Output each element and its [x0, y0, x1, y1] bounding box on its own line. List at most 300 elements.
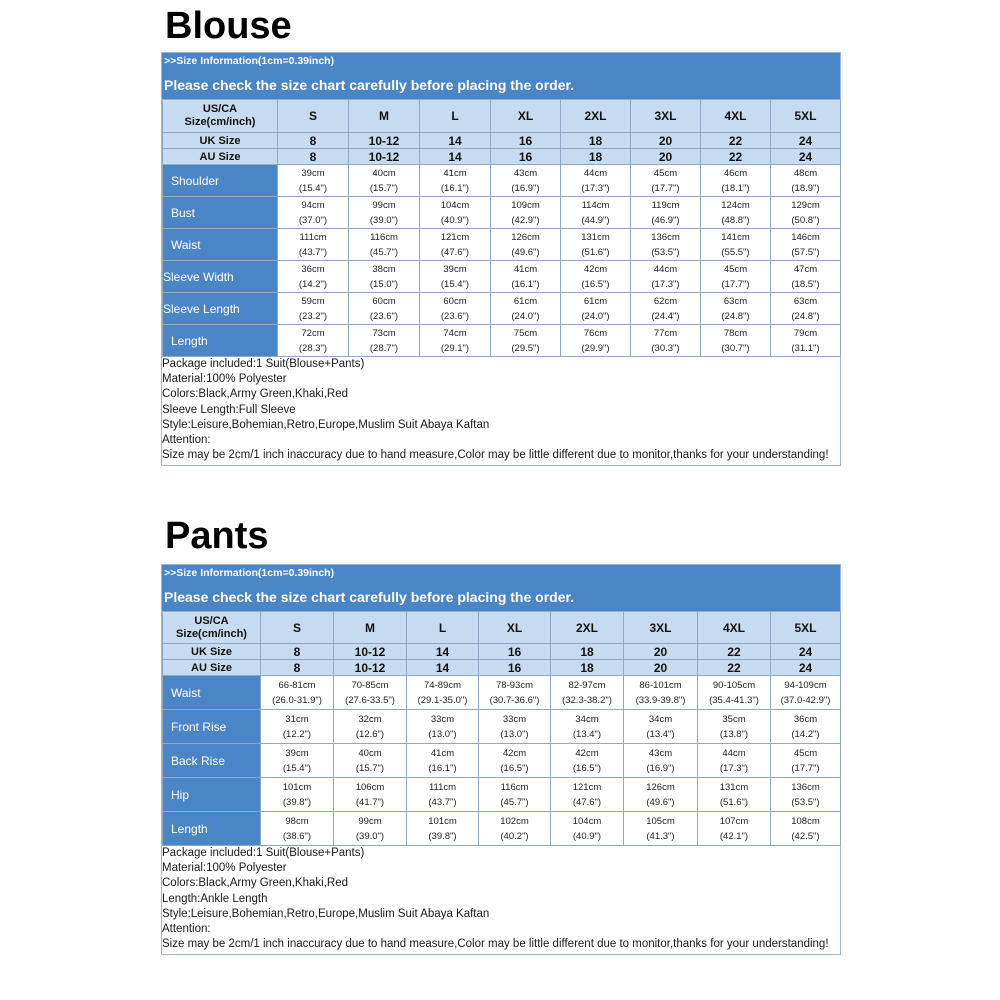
measurement-cell — [349, 197, 420, 229]
measurement-row — [163, 261, 841, 293]
cm-value: 116cm — [370, 231, 398, 243]
check-chart-line: Please check the size chart carefully before placing the order. — [164, 77, 575, 93]
inch-value: (16.1") — [428, 762, 457, 774]
measurement-cell — [491, 197, 561, 229]
measurement-label: Hip — [163, 778, 261, 812]
size-label: XL — [479, 612, 551, 644]
size-label: L — [420, 100, 491, 133]
measurement-cell — [479, 676, 551, 710]
inch-value: (41.7") — [355, 796, 385, 808]
measurement-cell — [631, 293, 701, 325]
measurement-cell — [334, 710, 407, 744]
inch-value: (15.4") — [440, 278, 470, 290]
measurement-cell — [698, 710, 771, 744]
inch-value: (35.4-41.3") — [709, 694, 759, 706]
measurement-cell — [349, 325, 420, 357]
size-label: XL — [491, 100, 561, 133]
inch-value: (23.2") — [298, 310, 328, 322]
measurement-cell — [479, 710, 551, 744]
size-table — [162, 611, 841, 846]
uk-size-row — [163, 644, 841, 660]
inch-value: (39.8") — [282, 796, 312, 808]
inch-value: (24.8") — [791, 310, 820, 322]
size-label: M — [349, 100, 420, 133]
note-line: Package included:1 Suit(Blouse+Pants) — [162, 358, 365, 370]
note-line: Attention: — [162, 922, 211, 935]
au-size-value: 14 — [407, 660, 479, 676]
measurement-label: Waist — [163, 676, 261, 710]
inch-value: (45.7") — [500, 796, 529, 808]
cm-value: 101cm — [282, 781, 312, 793]
cm-value: 129cm — [791, 199, 820, 211]
measurement-cell — [349, 293, 420, 325]
measurement-cell — [349, 165, 420, 197]
measurement-cell — [479, 778, 551, 812]
cm-value: 34cm — [575, 713, 599, 725]
inch-value: (16.9") — [646, 762, 675, 774]
product-notes — [162, 846, 840, 954]
au-size-label: AU Size — [163, 660, 261, 676]
measurement-label: Front Rise — [163, 710, 261, 744]
au-size-value: 20 — [631, 149, 701, 165]
au-size-value: 20 — [624, 660, 698, 676]
cm-value: 60cm — [443, 295, 467, 307]
measurement-row — [163, 710, 841, 744]
measurement-row — [163, 197, 841, 229]
uk-size-value: 18 — [551, 644, 624, 660]
measurement-cell — [420, 229, 491, 261]
inch-value: (13.4") — [646, 728, 675, 740]
cm-value: 101cm — [428, 815, 457, 827]
measurement-cell — [334, 744, 407, 778]
note-line: Attention: — [162, 433, 211, 446]
cm-value: 39cm — [443, 263, 467, 275]
inch-value: (16.1") — [511, 278, 540, 290]
cm-value: 104cm — [440, 199, 470, 211]
uk-size-value: 14 — [420, 133, 491, 149]
inch-value: (48.8") — [721, 214, 750, 226]
size-label: M — [334, 612, 407, 644]
size-header-row — [163, 100, 841, 133]
measurement-cell — [261, 676, 334, 710]
measurement-cell — [349, 261, 420, 293]
measurement-label: Length — [163, 325, 278, 357]
inch-value: (26.0-31.9") — [272, 694, 322, 706]
cm-value: 41cm — [513, 263, 538, 275]
measurement-cell — [420, 261, 491, 293]
inch-value: (15.0") — [369, 278, 399, 290]
cm-value: 45cm — [723, 263, 748, 275]
inch-value: (57.5") — [791, 246, 820, 258]
measurement-cell — [561, 197, 631, 229]
note-line: Length:Ankle Length — [162, 892, 268, 905]
cm-value: 74-89cm — [424, 679, 461, 691]
inch-value: (29.9") — [581, 342, 610, 354]
inch-value: (41.3") — [646, 830, 675, 842]
au-size-value: 22 — [701, 149, 771, 165]
cm-value: 45cm — [653, 167, 678, 179]
inch-value: (42.9") — [511, 214, 540, 226]
inch-value: (51.6") — [581, 246, 610, 258]
inch-value: (16.5") — [500, 762, 529, 774]
measurement-cell — [334, 812, 407, 846]
inch-value: (37.0-42.9") — [780, 694, 831, 706]
pants-size-chart — [161, 564, 841, 955]
measurement-cell — [407, 710, 479, 744]
cm-value: 111cm — [428, 781, 457, 793]
measurement-cell — [278, 229, 349, 261]
measurement-label: Sleeve Width — [163, 261, 278, 293]
cm-value: 79cm — [793, 327, 818, 339]
cm-value: 111cm — [299, 231, 327, 243]
inch-value: (17.7") — [651, 182, 680, 194]
uk-size-value: 16 — [479, 644, 551, 660]
inch-value: (46.9") — [651, 214, 680, 226]
inch-value: (13.4") — [572, 728, 602, 740]
cm-value: 46cm — [723, 167, 748, 179]
uk-size-label: UK Size — [163, 133, 278, 149]
cm-value: 90-105cm — [712, 679, 756, 691]
measurement-cell — [624, 812, 698, 846]
inch-value: (39.0") — [369, 214, 399, 226]
uk-size-label: UK Size — [163, 644, 261, 660]
cm-value: 63cm — [793, 295, 818, 307]
cm-value: 41cm — [443, 167, 467, 179]
au-size-value: 8 — [278, 149, 349, 165]
cm-value: 78cm — [723, 327, 748, 339]
measurement-cell — [551, 778, 624, 812]
measurement-cell — [698, 676, 771, 710]
measurement-cell — [278, 165, 349, 197]
uk-size-value: 10-12 — [334, 644, 407, 660]
blouse-title: Blouse — [165, 5, 292, 47]
measurement-cell — [624, 744, 698, 778]
cm-value: 59cm — [301, 295, 325, 307]
cm-value: 44cm — [583, 167, 608, 179]
inch-value: (30.7-36.6") — [489, 694, 540, 706]
cm-value: 108cm — [791, 815, 820, 827]
inch-value: (55.5") — [721, 246, 750, 258]
measurement-cell — [551, 812, 624, 846]
size-label: 5XL — [771, 100, 841, 133]
measurement-cell — [420, 293, 491, 325]
inch-value: (17.7") — [791, 762, 820, 774]
cm-value: 32cm — [358, 713, 382, 725]
inch-value: (53.5") — [651, 246, 680, 258]
cm-value: 45cm — [793, 747, 818, 759]
measurement-cell — [631, 325, 701, 357]
measurement-cell — [407, 778, 479, 812]
au-size-value: 24 — [771, 149, 841, 165]
au-size-value: 24 — [771, 660, 841, 676]
cm-value: 60cm — [372, 295, 396, 307]
inch-value: (29.1-35.0") — [417, 694, 468, 706]
size-label: 4XL — [698, 612, 771, 644]
cm-value: 63cm — [723, 295, 748, 307]
cm-value: 44cm — [722, 747, 746, 759]
measurement-label: Bust — [163, 197, 278, 229]
cm-value: 146cm — [791, 231, 820, 243]
measurement-cell — [771, 165, 841, 197]
measurement-label: Sleeve Length — [163, 293, 278, 325]
cm-value: 40cm — [372, 167, 396, 179]
inch-value: (49.6") — [511, 246, 540, 258]
inch-value: (47.6") — [572, 796, 602, 808]
cm-value: 42cm — [502, 747, 527, 759]
inch-value: (29.5") — [511, 342, 540, 354]
inch-value: (31.1") — [791, 342, 820, 354]
cm-value: 74cm — [443, 327, 467, 339]
inch-value: (29.1") — [440, 342, 470, 354]
cm-value: 119cm — [651, 199, 680, 211]
measurement-cell — [334, 778, 407, 812]
size-table — [162, 99, 841, 357]
cm-value: 36cm — [793, 713, 818, 725]
cm-value: 36cm — [301, 263, 325, 275]
inch-value: (51.6") — [719, 796, 749, 808]
us-size-label: US/CA Size(cm/inch) — [163, 612, 261, 644]
cm-value: 43cm — [648, 747, 673, 759]
inch-value: (15.7") — [369, 182, 399, 194]
measurement-cell — [624, 778, 698, 812]
size-info-line: >>Size Information(1cm=0.39inch) — [164, 55, 335, 67]
inch-value: (32.3-38.2") — [562, 694, 612, 706]
cm-value: 99cm — [372, 199, 396, 211]
au-size-value: 16 — [491, 149, 561, 165]
measurement-cell — [698, 778, 771, 812]
cm-value: 136cm — [651, 231, 680, 243]
cm-value: 94cm — [301, 199, 325, 211]
cm-value: 43cm — [513, 167, 538, 179]
uk-size-value: 10-12 — [349, 133, 420, 149]
au-size-value: 22 — [698, 660, 771, 676]
inch-value: (17.3") — [581, 182, 610, 194]
measurement-label: Length — [163, 812, 261, 846]
cm-value: 98cm — [285, 815, 309, 827]
cm-value: 124cm — [721, 199, 750, 211]
cm-value: 48cm — [793, 167, 818, 179]
cm-value: 102cm — [500, 815, 529, 827]
measurement-cell — [551, 710, 624, 744]
measurement-cell — [407, 676, 479, 710]
measurement-cell — [261, 778, 334, 812]
measurement-cell — [491, 325, 561, 357]
measurement-label: Back Rise — [163, 744, 261, 778]
measurement-cell — [701, 165, 771, 197]
size-label: 2XL — [561, 100, 631, 133]
measurement-cell — [771, 676, 841, 710]
inch-value: (45.7") — [369, 246, 399, 258]
size-label: 3XL — [624, 612, 698, 644]
inch-value: (23.6") — [440, 310, 470, 322]
inch-value: (44.9") — [581, 214, 610, 226]
inch-value: (13.8") — [719, 728, 749, 740]
measurement-cell — [561, 261, 631, 293]
cm-value: 116cm — [500, 781, 529, 793]
measurement-cell — [701, 229, 771, 261]
product-notes — [162, 357, 840, 465]
inch-value: (40.9") — [572, 830, 602, 842]
measurement-cell — [551, 744, 624, 778]
measurement-cell — [631, 165, 701, 197]
size-info-banner — [162, 53, 840, 99]
blouse-size-chart — [161, 52, 841, 466]
inch-value: (15.7") — [355, 762, 385, 774]
inch-value: (23.6") — [369, 310, 399, 322]
note-line: Colors:Black,Army Green,Khaki,Red — [162, 877, 348, 890]
cm-value: 61cm — [583, 295, 608, 307]
inch-value: (14.2") — [791, 728, 820, 740]
check-chart-line: Please check the size chart carefully before placing the order. — [164, 589, 575, 605]
au-size-value: 10-12 — [334, 660, 407, 676]
measurement-cell — [624, 676, 698, 710]
inch-value: (43.7") — [428, 796, 457, 808]
cm-value: 78-93cm — [496, 679, 533, 691]
cm-value: 66-81cm — [278, 679, 316, 691]
measurement-cell — [407, 744, 479, 778]
cm-value: 33cm — [502, 713, 527, 725]
inch-value: (12.2") — [282, 728, 312, 740]
measurement-cell — [624, 710, 698, 744]
measurement-cell — [278, 261, 349, 293]
cm-value: 40cm — [358, 747, 382, 759]
uk-size-value: 18 — [561, 133, 631, 149]
size-label: L — [407, 612, 479, 644]
inch-value: (24.8") — [721, 310, 750, 322]
cm-value: 107cm — [719, 815, 749, 827]
inch-value: (50.8") — [791, 214, 820, 226]
measurement-cell — [491, 293, 561, 325]
measurement-cell — [278, 293, 349, 325]
note-line: Material:100% Polyester — [162, 373, 287, 386]
cm-value: 82-97cm — [568, 679, 606, 691]
cm-value: 141cm — [721, 231, 750, 243]
au-size-value: 14 — [420, 149, 491, 165]
measurement-cell — [261, 812, 334, 846]
measurement-cell — [349, 229, 420, 261]
cm-value: 105cm — [646, 815, 675, 827]
inch-value: (12.6") — [355, 728, 385, 740]
note-line: Style:Leisure,Bohemian,Retro,Europe,Muslim Suit Abaya Kaftan — [162, 418, 490, 431]
au-size-value: 10-12 — [349, 149, 420, 165]
cm-value: 136cm — [791, 781, 820, 793]
measurement-cell — [479, 744, 551, 778]
measurement-row — [163, 165, 841, 197]
measurement-cell — [278, 325, 349, 357]
cm-value: 109cm — [511, 199, 540, 211]
cm-value: 114cm — [581, 199, 610, 211]
inch-value: (49.6") — [646, 796, 675, 808]
cm-value: 94-109cm — [784, 679, 827, 691]
cm-value: 44cm — [653, 263, 678, 275]
inch-value: (42.1") — [719, 830, 749, 842]
cm-value: 77cm — [653, 327, 678, 339]
cm-value: 31cm — [285, 713, 309, 725]
measurement-cell — [631, 229, 701, 261]
inch-value: (13.0") — [500, 728, 529, 740]
cm-value: 131cm — [581, 231, 610, 243]
cm-value: 42cm — [583, 263, 608, 275]
cm-value: 99cm — [358, 815, 382, 827]
measurement-cell — [561, 229, 631, 261]
uk-size-value: 22 — [698, 644, 771, 660]
uk-size-value: 16 — [491, 133, 561, 149]
cm-value: 104cm — [572, 815, 602, 827]
note-line: Material:100% Polyester — [162, 862, 287, 875]
note-line: Sleeve Length:Full Sleeve — [162, 403, 296, 416]
measurement-cell — [491, 261, 561, 293]
au-size-row — [163, 149, 841, 165]
size-label: 5XL — [771, 612, 841, 644]
note-line: Style:Leisure,Bohemian,Retro,Europe,Muslim Suit Abaya Kaftan — [162, 907, 490, 920]
inch-value: (33.9-39.8") — [635, 694, 686, 706]
measurement-cell — [420, 165, 491, 197]
inch-value: (24.0") — [511, 310, 540, 322]
cm-value: 131cm — [719, 781, 749, 793]
measurement-cell — [631, 197, 701, 229]
size-header-row — [163, 612, 841, 644]
size-label: S — [261, 612, 334, 644]
measurement-row — [163, 229, 841, 261]
measurement-cell — [771, 197, 841, 229]
cm-value: 75cm — [513, 327, 538, 339]
uk-size-value: 14 — [407, 644, 479, 660]
measurement-cell — [420, 197, 491, 229]
measurement-cell — [701, 261, 771, 293]
cm-value: 33cm — [430, 713, 455, 725]
inch-value: (53.5") — [791, 796, 820, 808]
measurement-cell — [561, 293, 631, 325]
measurement-cell — [771, 710, 841, 744]
inch-value: (39.0") — [355, 830, 385, 842]
cm-value: 126cm — [511, 231, 540, 243]
measurement-label: Shoulder — [163, 165, 278, 197]
uk-size-value: 20 — [631, 133, 701, 149]
measurement-label: Waist — [163, 229, 278, 261]
measurement-cell — [771, 744, 841, 778]
measurement-cell — [551, 676, 624, 710]
inch-value: (17.3") — [719, 762, 749, 774]
cm-value: 121cm — [572, 781, 602, 793]
inch-value: (18.5") — [791, 278, 820, 290]
cm-value: 70-85cm — [351, 679, 389, 691]
inch-value: (14.2") — [298, 278, 328, 290]
inch-value: (17.7") — [721, 278, 750, 290]
cm-value: 126cm — [646, 781, 675, 793]
uk-size-value: 8 — [261, 644, 334, 660]
size-label: 2XL — [551, 612, 624, 644]
inch-value: (28.3") — [298, 342, 328, 354]
measurement-cell — [561, 165, 631, 197]
measurement-row — [163, 778, 841, 812]
measurement-cell — [771, 261, 841, 293]
cm-value: 72cm — [301, 327, 325, 339]
measurement-cell — [771, 812, 841, 846]
measurement-row — [163, 744, 841, 778]
measurement-row — [163, 293, 841, 325]
inch-value: (28.7") — [369, 342, 399, 354]
measurement-cell — [771, 778, 841, 812]
inch-value: (40.9") — [440, 214, 470, 226]
inch-value: (18.9") — [791, 182, 820, 194]
cm-value: 35cm — [722, 713, 746, 725]
measurement-row — [163, 325, 841, 357]
measurement-cell — [631, 261, 701, 293]
measurement-cell — [261, 744, 334, 778]
au-size-row — [163, 660, 841, 676]
cm-value: 39cm — [301, 167, 325, 179]
pants-title: Pants — [165, 515, 269, 557]
